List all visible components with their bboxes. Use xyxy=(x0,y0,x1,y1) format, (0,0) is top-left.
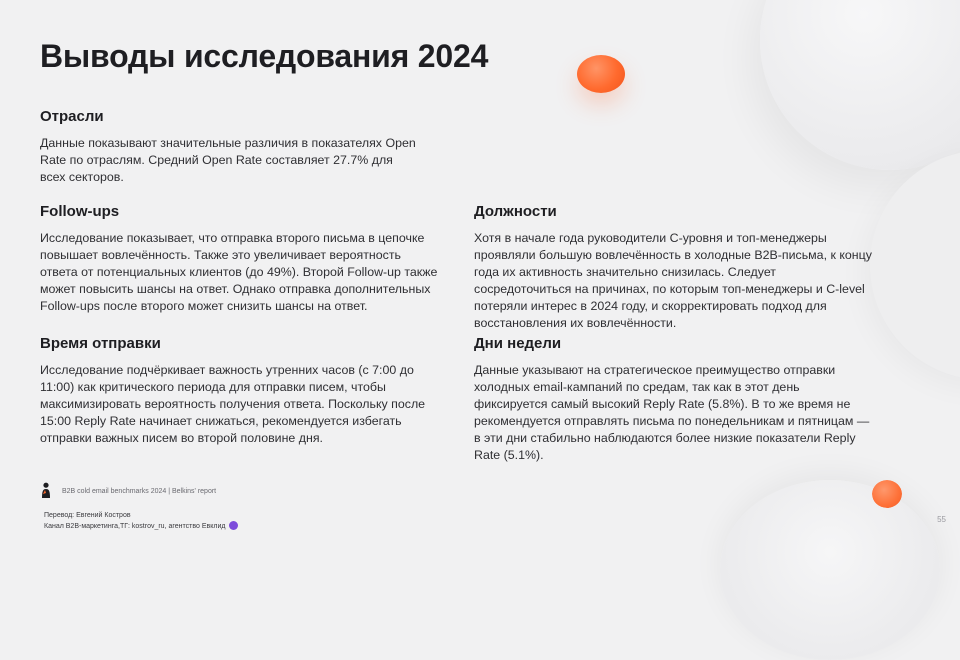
credits-block xyxy=(44,511,238,532)
orange-orb-decoration xyxy=(577,55,625,93)
section-positions xyxy=(474,203,874,332)
translator-credit: Перевод: Евгений Костров xyxy=(44,512,131,519)
section-heading: Follow-ups xyxy=(40,203,120,220)
section-followups xyxy=(40,203,440,315)
section-heading: Время отправки xyxy=(40,335,161,352)
section-text: Данные показывают значительные различия в показателях Open Rate по отраслям. Средний Open Rate составляет 27.7% для всех секторов. xyxy=(40,136,416,184)
channel-credit-line xyxy=(44,521,238,532)
section-weekdays xyxy=(474,335,874,464)
decorative-circle-right xyxy=(870,150,960,380)
channel-credit: Канал B2B-маркетинга,ТГ: kostrov_ru, агентство Евклид xyxy=(44,523,226,530)
page-number: 55 xyxy=(937,515,946,524)
person-silhouette-icon xyxy=(40,482,52,498)
source-caption: B2B cold email benchmarks 2024 | Belkins' report xyxy=(62,488,217,495)
section-industries xyxy=(40,108,420,186)
section-send-time xyxy=(40,335,440,447)
evklid-badge-icon xyxy=(229,521,238,530)
decorative-circle-bottom-right xyxy=(720,480,940,660)
section-text: Исследование подчёркивает важность утренних часов (с 7:00 до 11:00) как критического периода для отправки писем, чтобы максимизировать вероятность получения ответа. Поскольку после 15:00 Reply Rate начинает снижаться, рекомендуется избегать отправки важных писем во второй половине дня. xyxy=(40,363,426,445)
section-text: Исследование показывает, что отправка второго письма в цепочке повышает вовлечённость. Также это увеличивает вероятность ответа от потенциальных клиентов (до 49%). Второй Follow-up также может повысить шансы на ответ. Однако отправка дополнительных Follow-ups после второго может снизить шансы на ответ. xyxy=(40,231,438,313)
page-title: Выводы исследования 2024 xyxy=(40,38,489,74)
section-text: Хотя в начале года руководители C-уровня и топ-менеджеры проявляли большую вовлечённость в холодные B2B-письма, к концу года их активность значительно снизилась. Следует сосредоточиться на причинах, по которым топ-менеджеры и C-level потеряли интерес в 2024 году, и скорректировать подход для восстановления их вовлечённости. xyxy=(474,231,872,330)
decorative-circle-top-right xyxy=(760,0,960,170)
section-heading: Отрасли xyxy=(40,108,104,125)
orange-orb-small-decoration xyxy=(872,480,902,508)
section-heading: Должности xyxy=(474,203,557,220)
section-heading: Дни недели xyxy=(474,335,562,352)
section-text: Данные указывают на стратегическое преимущество отправки холодных email-кампаний по средам, так как в этот день фиксируется самый высокий Reply Rate (5.8%). В то же время не рекомендуется отправлять письма по понедельникам и пятницам — в эти дни стабильно наблюдаются более низкие показатели Reply Rate (5.1%). xyxy=(474,363,870,462)
